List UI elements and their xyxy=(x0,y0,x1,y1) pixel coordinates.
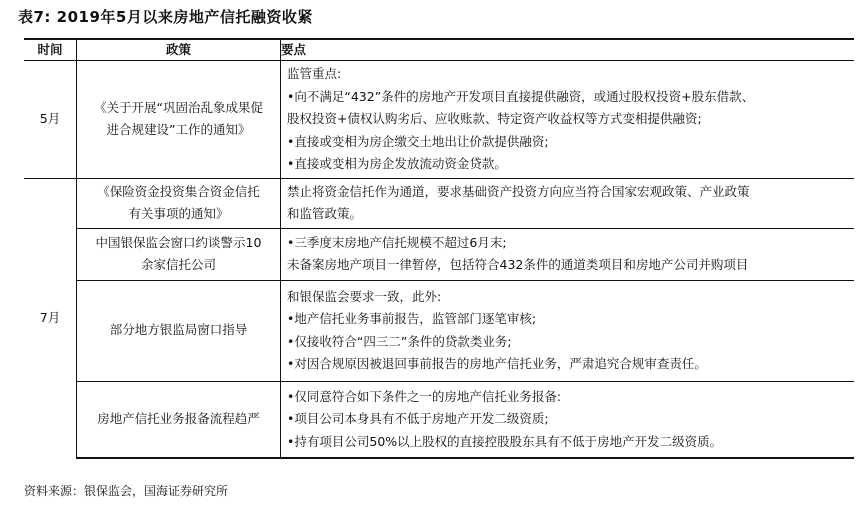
time-cell: 5月 xyxy=(24,61,77,179)
source-note: 资料来源：银保监会，国海证券研究所 xyxy=(24,484,229,498)
point-line: 禁止将资金信托作为通道，要求基础资产投资方向应当符合国家宏观政策、产业政策 xyxy=(287,183,750,199)
point-line: •仅接收符合“四三二”条件的贷款类业务; xyxy=(287,333,512,349)
policy-line: 部分地方银监局窗口指导 xyxy=(109,322,248,338)
table-row xyxy=(24,381,854,458)
policy-line: 有关事项的通知》 xyxy=(128,206,229,221)
points-cell xyxy=(281,178,855,228)
points-cell xyxy=(281,228,855,280)
policy-cell xyxy=(77,381,281,458)
table-row xyxy=(24,178,854,228)
policy-line: 房地产信托业务报备流程趋严 xyxy=(97,411,260,426)
policy-line: 余家信托公司 xyxy=(140,257,216,272)
policy-table xyxy=(24,38,854,459)
policy-cell xyxy=(77,280,281,381)
point-line: •三季度末房地产信托规模不超过6月末; xyxy=(287,234,507,250)
table-row xyxy=(24,280,854,381)
point-line: 未备案房地产项目一律暂停，包括符合432条件的通道类项目和房地产公司并购项目 xyxy=(287,257,749,272)
policy-line: 进合规建设”工作的通知》 xyxy=(106,122,251,138)
time-cell: 7月 xyxy=(24,178,77,458)
table-row xyxy=(24,61,854,179)
header-points: 要点 xyxy=(281,39,855,61)
policy-cell xyxy=(77,228,281,280)
point-line: •地产信托业务事前报告，监管部门逐笔审核; xyxy=(287,311,537,326)
point-line: 和监管政策。 xyxy=(287,206,363,221)
point-line: 股权投资+债权认购劣后、应收账款、特定资产收益权等方式变相提供融资; xyxy=(287,111,702,126)
header-policy: 政策 xyxy=(77,39,281,61)
points-cell xyxy=(281,280,855,381)
policy-cell xyxy=(77,178,281,228)
point-line: •项目公司本身具有不低于房地产开发二级资质; xyxy=(287,411,549,426)
header-time: 时间 xyxy=(24,39,77,61)
point-line: •持有项目公司50%以上股权的直接控股股东具有不低于房地产开发二级资质。 xyxy=(287,433,723,449)
table-title: 表7: 2019年5月以来房地产信托融资收紧 xyxy=(18,8,313,26)
points-cell xyxy=(281,381,855,458)
policy-cell xyxy=(77,61,281,179)
point-line: •直接或变相为房企发放流动资金贷款。 xyxy=(287,156,507,171)
point-line: •对因合规原因被退回事前报告的房地产信托业务，严肃追究合规审查责任。 xyxy=(287,356,707,371)
policy-line: 中国银保监会窗口约谈警示10 xyxy=(95,234,262,250)
policy-line: 《保险资金投资集合资金信托 xyxy=(97,183,260,199)
points-cell xyxy=(281,61,855,179)
point-line: •向不满足“432”条件的房地产开发项目直接提供融资，或通过股权投资+股东借款、 xyxy=(287,88,755,104)
point-line: •直接或变相为房企缴交土地出让价款提供融资; xyxy=(287,133,549,149)
point-line: 监管重点: xyxy=(287,66,342,81)
header-row xyxy=(24,39,854,61)
policy-line: 《关于开展“巩固治乱象成果促 xyxy=(94,99,263,115)
point-line: 和银保监会要求一致，此外: xyxy=(287,288,442,304)
point-line: •仅同意符合如下条件之一的房地产信托业务报备: xyxy=(287,388,562,404)
table-row xyxy=(24,228,854,280)
